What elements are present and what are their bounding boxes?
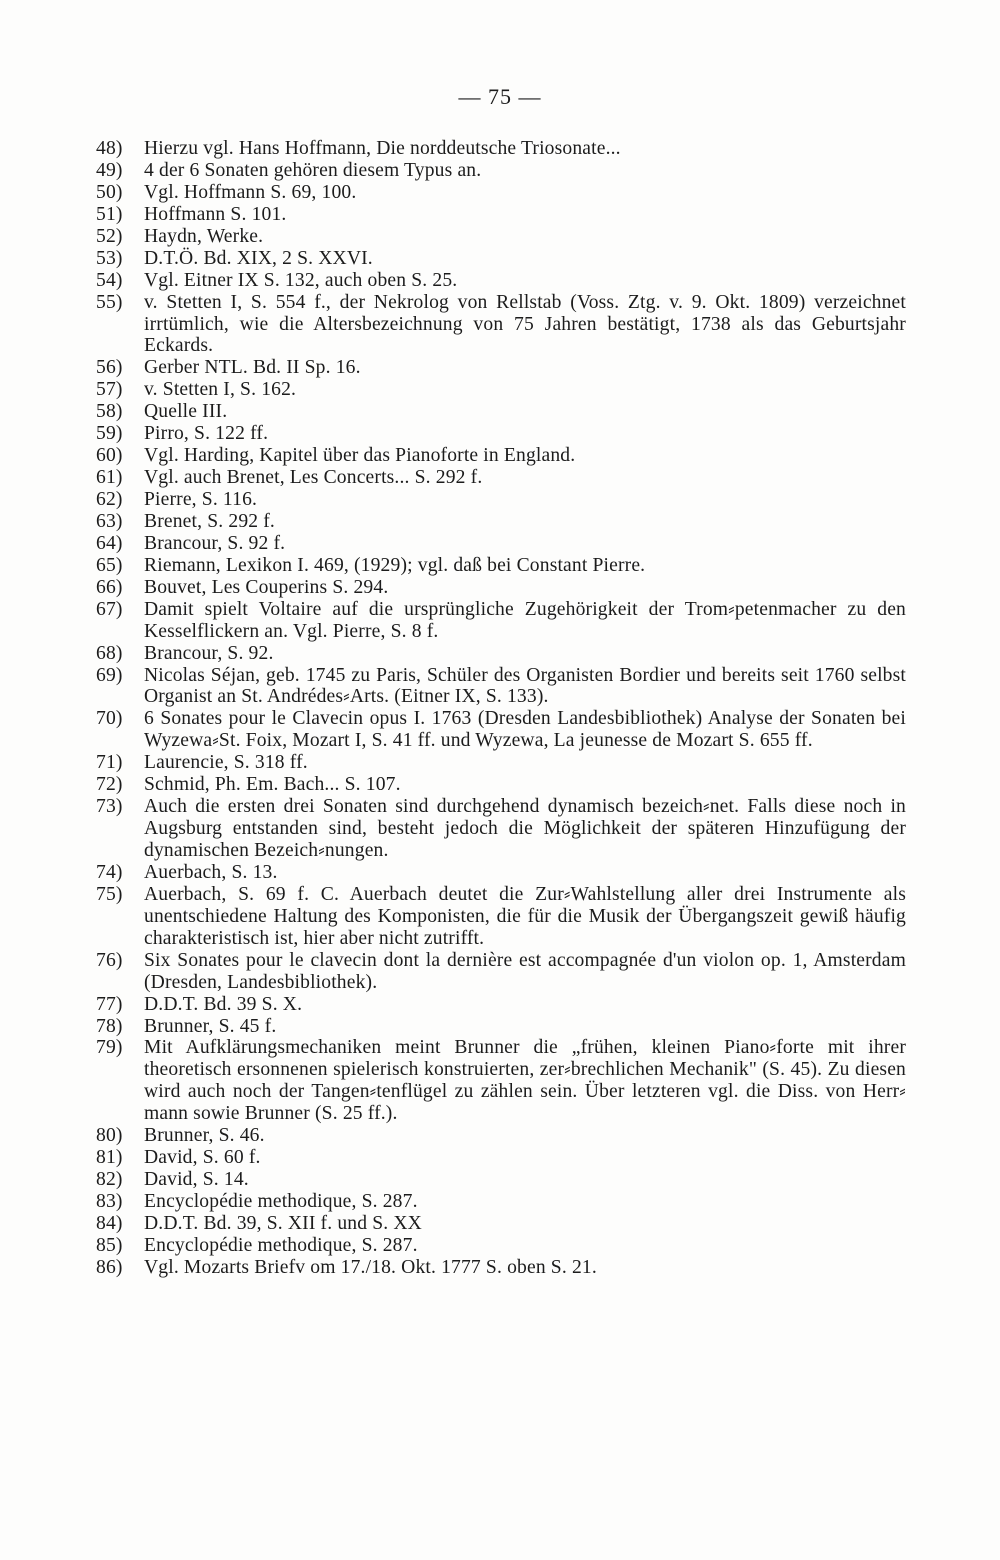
footnote-number: 65) xyxy=(96,554,123,576)
footnote-item xyxy=(96,665,906,709)
footnote-item xyxy=(96,204,906,226)
footnote-number: 56) xyxy=(96,357,123,379)
footnote-number: 51) xyxy=(96,203,123,225)
footnote-number: 78) xyxy=(96,1015,123,1037)
footnote-number: 70) xyxy=(96,708,123,730)
footnote-item xyxy=(96,489,906,511)
footnote-text: Brunner, S. 46. xyxy=(144,1125,265,1147)
footnote-text: Laurencie, S. 318 ff. xyxy=(144,752,308,774)
footnote-item xyxy=(96,511,906,533)
footnote-text: Pierre, S. 116. xyxy=(144,489,258,510)
footnote-text: Haydn, Werke. xyxy=(144,225,264,247)
footnote-text: Brenet, S. 292 f. xyxy=(144,510,275,532)
footnote-number: 67) xyxy=(96,598,123,620)
footnote-number: 83) xyxy=(96,1191,123,1212)
footnote-text: Bouvet, Les Couperins S. 294. xyxy=(144,576,389,598)
footnote-text: Encyclopédie methodique, S. 287. xyxy=(144,1191,418,1212)
footnote-number: 54) xyxy=(96,269,123,291)
footnote-item xyxy=(96,1125,906,1147)
footnote-text: Encyclopédie methodique, S. 287. xyxy=(144,1234,418,1256)
footnote-number: 57) xyxy=(96,379,123,401)
footnote-item xyxy=(96,138,906,160)
footnote-text: Vgl. Harding, Kapitel über das Pianoforte in England. xyxy=(144,445,576,467)
footnote-number: 55) xyxy=(96,291,123,313)
footnote-number: 48) xyxy=(96,138,123,159)
footnote-text: David, S. 60 f. xyxy=(144,1147,261,1169)
footnote-item xyxy=(96,643,906,665)
footnote-number: 64) xyxy=(96,532,123,554)
footnote-text: Six Sonates pour le clavecin dont la dernière est accompagnée d'un violon op. 1, Amsterdam (Dresden, Landesbibliothek). xyxy=(144,949,906,993)
footnote-item xyxy=(96,994,906,1016)
footnote-item xyxy=(96,599,906,643)
footnote-item xyxy=(96,577,906,599)
footnote-number: 84) xyxy=(96,1212,123,1234)
footnote-text: Auerbach, S. 69 f. C. Auerbach deutet die Zur⸗Wahlstellung aller drei Instrumente als unentschiedene Haltung des Komponisten, die für die Musik der Übergangszeit gewiß häufig charakteristisch ist, hier aber nicht zutrifft. xyxy=(144,883,906,949)
footnote-number: 66) xyxy=(96,576,123,598)
footnote-item xyxy=(96,226,906,248)
footnote-number: 68) xyxy=(96,642,123,664)
footnote-item xyxy=(96,1257,906,1279)
footnote-number: 50) xyxy=(96,181,123,203)
footnote-number: 73) xyxy=(96,796,123,818)
footnote-number: 75) xyxy=(96,883,123,905)
footnote-item xyxy=(96,401,906,423)
footnote-item xyxy=(96,467,906,489)
footnote-text: Vgl. Mozarts Briefv om 17./18. Okt. 1777 S. oben S. 21. xyxy=(144,1256,597,1278)
footnote-text: Brancour, S. 92. xyxy=(144,642,274,664)
footnote-text: Auch die ersten drei Sonaten sind durchgehend dynamisch bezeich⸗net. Falls diese noch in Augsburg entstanden sind, besteht jedoch die Möglichkeit der späteren Hinzufügung der dynamischen Bezeich⸗nungen. xyxy=(144,796,906,861)
footnote-text: Hierzu vgl. Hans Hoffmann, Die norddeutsche Triosonate... xyxy=(144,138,621,159)
footnote-text: D.D.T. Bd. 39, S. XII f. und S. XX xyxy=(144,1212,422,1234)
footnote-text: Hoffmann S. 101. xyxy=(144,203,287,225)
footnote-text: D.D.T. Bd. 39 S. X. xyxy=(144,993,303,1015)
footnote-text: Brunner, S. 45 f. xyxy=(144,1015,277,1037)
footnote-number: 52) xyxy=(96,225,123,247)
footnote-text: Quelle III. xyxy=(144,401,228,423)
footnote-item xyxy=(96,752,906,774)
footnote-item xyxy=(96,445,906,467)
footnote-list xyxy=(96,138,906,1279)
footnote-text: v. Stetten I, S. 162. xyxy=(144,379,297,401)
footnote-number: 49) xyxy=(96,159,123,181)
footnote-item xyxy=(96,950,906,994)
footnote-text: v. Stetten I, S. 554 f., der Nekrolog von Rellstab (Voss. Ztg. v. 9. Okt. 1809) verzeichnet irrtümlich, wie die Altersbezeichnung von 75 Jahren bestätigt, 1738 als das Geburtsjahr Eckards. xyxy=(144,291,906,357)
footnote-number: 77) xyxy=(96,993,123,1015)
footnote-text: Schmid, Ph. Em. Bach... S. 107. xyxy=(144,774,401,796)
footnote-item xyxy=(96,423,906,445)
footnote-item xyxy=(96,1169,906,1191)
footnote-number: 81) xyxy=(96,1147,123,1169)
footnote-number: 69) xyxy=(96,664,123,686)
footnote-number: 63) xyxy=(96,510,123,532)
footnote-item xyxy=(96,160,906,182)
footnote-number: 86) xyxy=(96,1256,123,1278)
footnote-number: 53) xyxy=(96,247,123,269)
footnote-text: Nicolas Séjan, geb. 1745 zu Paris, Schüler des Organisten Bordier und bereits seit 1760 selbst Organist an St. Andrédes⸗Arts. (Eitner IX, S. 133). xyxy=(144,664,906,708)
footnote-number: 62) xyxy=(96,489,123,510)
footnote-item xyxy=(96,533,906,555)
footnote-number: 82) xyxy=(96,1169,123,1191)
footnote-item xyxy=(96,796,906,862)
footnote-item xyxy=(96,1191,906,1213)
page-number: — 75 — xyxy=(458,84,542,109)
footnote-number: 59) xyxy=(96,423,123,445)
footnote-number: 60) xyxy=(96,445,123,467)
footnote-text: 6 Sonates pour le Clavecin opus I. 1763 (Dresden Landesbibliothek) Analyse der Sonaten bei Wyzewa⸗St. Foix, Mozart I, S. 41 ff. und Wyzewa, La jeunesse de Mozart S. 655 ff. xyxy=(144,708,906,752)
footnote-item xyxy=(96,1235,906,1257)
footnote-item xyxy=(96,1037,906,1125)
footnote-text: Brancour, S. 92 f. xyxy=(144,532,286,554)
footnote-text: Riemann, Lexikon I. 469, (1929); vgl. daß bei Constant Pierre. xyxy=(144,554,646,576)
footnote-text: D.T.Ö. Bd. XIX, 2 S. XXVI. xyxy=(144,247,373,269)
footnote-number: 80) xyxy=(96,1125,123,1147)
footnote-text: Gerber NTL. Bd. II Sp. 16. xyxy=(144,357,361,379)
footnote-item xyxy=(96,1147,906,1169)
footnote-number: 79) xyxy=(96,1037,123,1059)
footnote-text: Mit Aufklärungsmechaniken meint Brunner die „frühen, kleinen Piano⸗forte mit ihrer theoretisch ersonnenen spielerisch konstruierten, zer⸗brechlichen Mechanik" (S. 45). Zu diesen wird auch noch der Tangen⸗tenflügel zu zählen sein. Über letzteren vgl. die Diss. von Herr⸗mann sowie Brunner (S. 25 ff.). xyxy=(144,1037,906,1125)
footnote-text: Auerbach, S. 13. xyxy=(144,861,278,883)
footnote-number: 76) xyxy=(96,949,123,971)
footnote-number: 58) xyxy=(96,401,123,423)
footnote-item xyxy=(96,774,906,796)
footnote-number: 61) xyxy=(96,467,123,489)
footnote-item xyxy=(96,1016,906,1038)
footnote-text: Damit spielt Voltaire auf die ursprüngliche Zugehörigkeit der Trom⸗petenmacher zu den Kesselflickern an. Vgl. Pierre, S. 8 f. xyxy=(144,598,906,642)
footnote-item xyxy=(96,1213,906,1235)
footnote-item xyxy=(96,708,906,752)
footnote-text: David, S. 14. xyxy=(144,1169,249,1191)
footnote-text: Pirro, S. 122 ff. xyxy=(144,423,269,445)
footnote-text: Vgl. auch Brenet, Les Concerts... S. 292 f. xyxy=(144,467,483,489)
footnote-item xyxy=(96,270,906,292)
footnote-text: Vgl. Hoffmann S. 69, 100. xyxy=(144,181,357,203)
footnote-text: Vgl. Eitner IX S. 132, auch oben S. 25. xyxy=(144,269,458,291)
footnote-number: 74) xyxy=(96,861,123,883)
footnote-text: 4 der 6 Sonaten gehören diesem Typus an. xyxy=(144,159,482,181)
footnote-number: 72) xyxy=(96,774,123,796)
footnote-number: 85) xyxy=(96,1234,123,1256)
footnote-item xyxy=(96,357,906,379)
footnote-item xyxy=(96,292,906,358)
footnote-item xyxy=(96,555,906,577)
footnote-number: 71) xyxy=(96,752,123,774)
footnote-item xyxy=(96,862,906,884)
footnote-item xyxy=(96,182,906,204)
footnote-item xyxy=(96,248,906,270)
footnote-item xyxy=(96,379,906,401)
footnote-item xyxy=(96,884,906,950)
